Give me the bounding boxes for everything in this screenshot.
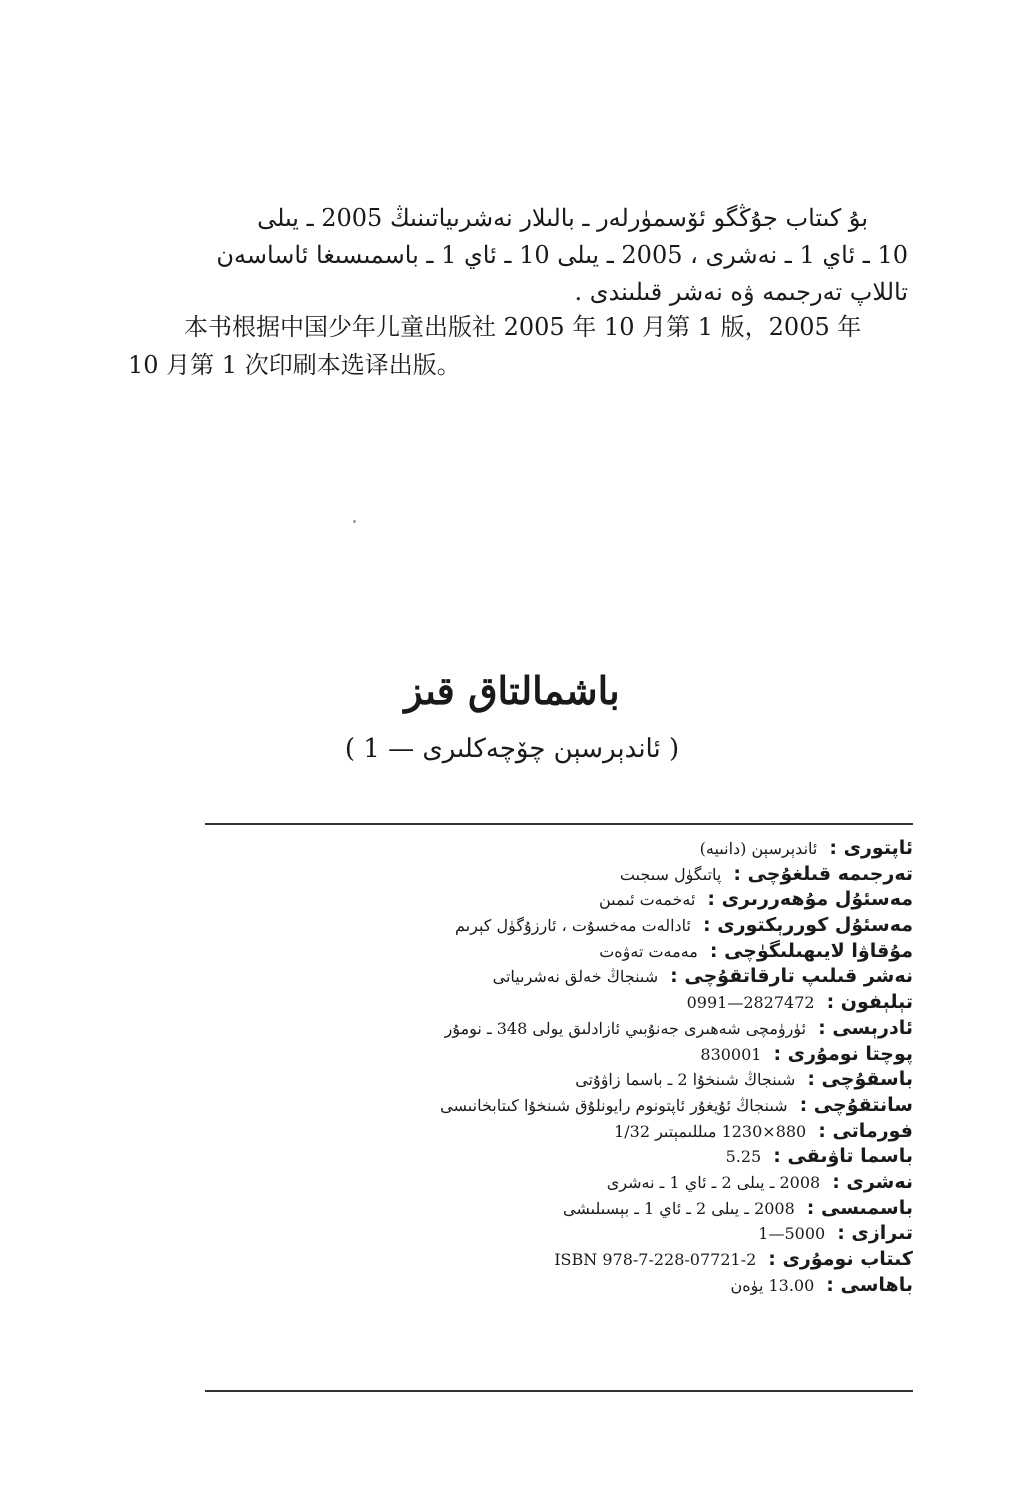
colophon-value: پاتىگۈل سىجىت — [619, 864, 722, 884]
colophon-label: مەسئۇل كوررېكتورى : — [703, 914, 913, 937]
colophon-row — [205, 913, 913, 939]
colophon-value: ئادالەت مەخسۇت ، ئارزۇگۈل كېرىم — [455, 916, 691, 936]
colophon-value: شىنجاڭ خەلق نەشرىياتى — [492, 967, 659, 987]
uyghur-translation-note — [128, 200, 908, 311]
colophon-label: مەسئۇل مۇھەررىرى : — [707, 888, 913, 911]
chinese-translation-note — [128, 308, 908, 384]
uyghur-note-line: 10 ـ ئاي 1 ـ نەشرى ، 2005 ـ يىلى 10 ـ ئاي 1 ـ باسمىسىغا ئاساسەن — [216, 241, 908, 269]
colophon-label: ئادرېسى : — [818, 1016, 913, 1039]
colophon-label: مۇقاۋا لايىھىلىگۈچى : — [709, 939, 913, 962]
book-title: باشمالتاق قىز — [404, 668, 620, 713]
top-divider — [205, 823, 913, 825]
colophon-value: 5.25 — [725, 1147, 762, 1167]
colophon-row — [205, 1016, 913, 1042]
uyghur-note-line: تاللاپ تەرجىمە ۋە نەشر قىلىندى . — [574, 278, 908, 306]
colophon-label: باسمىسى : — [806, 1196, 913, 1219]
colophon-value: شىنجاڭ شىنخۇا 2 ـ باسما زاۋۇتى — [575, 1070, 796, 1090]
colophon-row — [205, 1042, 913, 1068]
colophon-label: باسما تاۋىقى : — [773, 1145, 913, 1168]
colophon-row — [205, 1144, 913, 1170]
colophon-label: باھاسى : — [826, 1273, 913, 1296]
colophon-value: 1—5000 — [758, 1224, 826, 1244]
colophon-value: 0991—2827472 — [686, 993, 815, 1013]
colophon-row — [205, 887, 913, 913]
chinese-note-line: 本书根据中国少年儿童出版社 2005 年 10 月第 1 版，2005 年 — [184, 313, 862, 341]
colophon-row — [205, 1221, 913, 1247]
colophon-row — [205, 1093, 913, 1119]
colophon-value: 880×1230 مىللىمېتىر 1/32 — [614, 1121, 807, 1141]
colophon-list — [205, 836, 913, 1298]
colophon-label: باسقۇچى : — [807, 1068, 913, 1091]
colophon-row — [205, 939, 913, 965]
colophon-label: نەشر قىلىپ تارقاتقۇچى : — [670, 965, 913, 988]
colophon-value: ئەخمەت ئىمىن — [598, 890, 696, 910]
colophon-label: تەرجىمە قىلغۇچى : — [733, 862, 913, 885]
colophon-row — [205, 1170, 913, 1196]
colophon-row — [205, 1196, 913, 1222]
colophon-value: ئۈرۈمچى شەھىرى جەنۇبىي ئازادلىق يولى 348 ـ نومۇر — [444, 1018, 807, 1038]
colophon-label: ئاپتورى : — [829, 837, 913, 859]
colophon-row — [205, 836, 913, 862]
book-subtitle: ( ئاندېرسېن چۆچەكلىرى — 1 ) — [344, 734, 680, 764]
colophon-value: 13.00 يۈەن — [730, 1275, 815, 1295]
colophon-row — [205, 1273, 913, 1299]
colophon-value: 830001 — [700, 1044, 762, 1064]
colophon-label: تىرازى : — [837, 1222, 913, 1245]
colophon-value: 2008 ـ يىلى 2 ـ ئاي 1 ـ بېسىلىشى — [563, 1198, 795, 1218]
colophon-label: كىتاب نومۇرى : — [768, 1248, 913, 1270]
colophon-row — [205, 990, 913, 1016]
colophon-value: مەمەت تەۋەت — [599, 941, 698, 961]
colophon-value: 2008 ـ يىلى 2 ـ ئاي 1 ـ نەشرى — [606, 1172, 821, 1192]
colophon-label: پوچتا نومۇرى : — [773, 1042, 913, 1065]
colophon-label: سانتقۇچى : — [799, 1093, 913, 1116]
uyghur-note-line: بۇ كىتاب جۇڭگو ئۆسمۈرلەر ـ بالىلار نەشرىياتىنىڭ 2005 ـ يىلى — [257, 204, 868, 232]
colophon-value: ئاندېرسېن (دانىيە) — [699, 839, 818, 858]
colophon-row — [205, 964, 913, 990]
print-speck — [353, 520, 356, 523]
colophon-label: تېلېفون : — [826, 991, 913, 1014]
colophon-row — [205, 1119, 913, 1145]
colophon-label: فورماتى : — [818, 1119, 913, 1142]
colophon-value: شىنجاڭ ئۇيغۇر ئاپتونوم رايونلۇق شىنخۇا كىتابخانىسى — [440, 1095, 788, 1115]
bottom-divider — [205, 1390, 913, 1392]
colophon-row — [205, 1247, 913, 1273]
colophon-value: ISBN 978-7-228-07721-2 — [554, 1250, 757, 1269]
colophon-row — [205, 1067, 913, 1093]
colophon-label: نەشرى : — [832, 1170, 913, 1193]
colophon-row — [205, 862, 913, 888]
chinese-note-line: 10 月第 1 次印刷本选译出版。 — [128, 351, 461, 379]
